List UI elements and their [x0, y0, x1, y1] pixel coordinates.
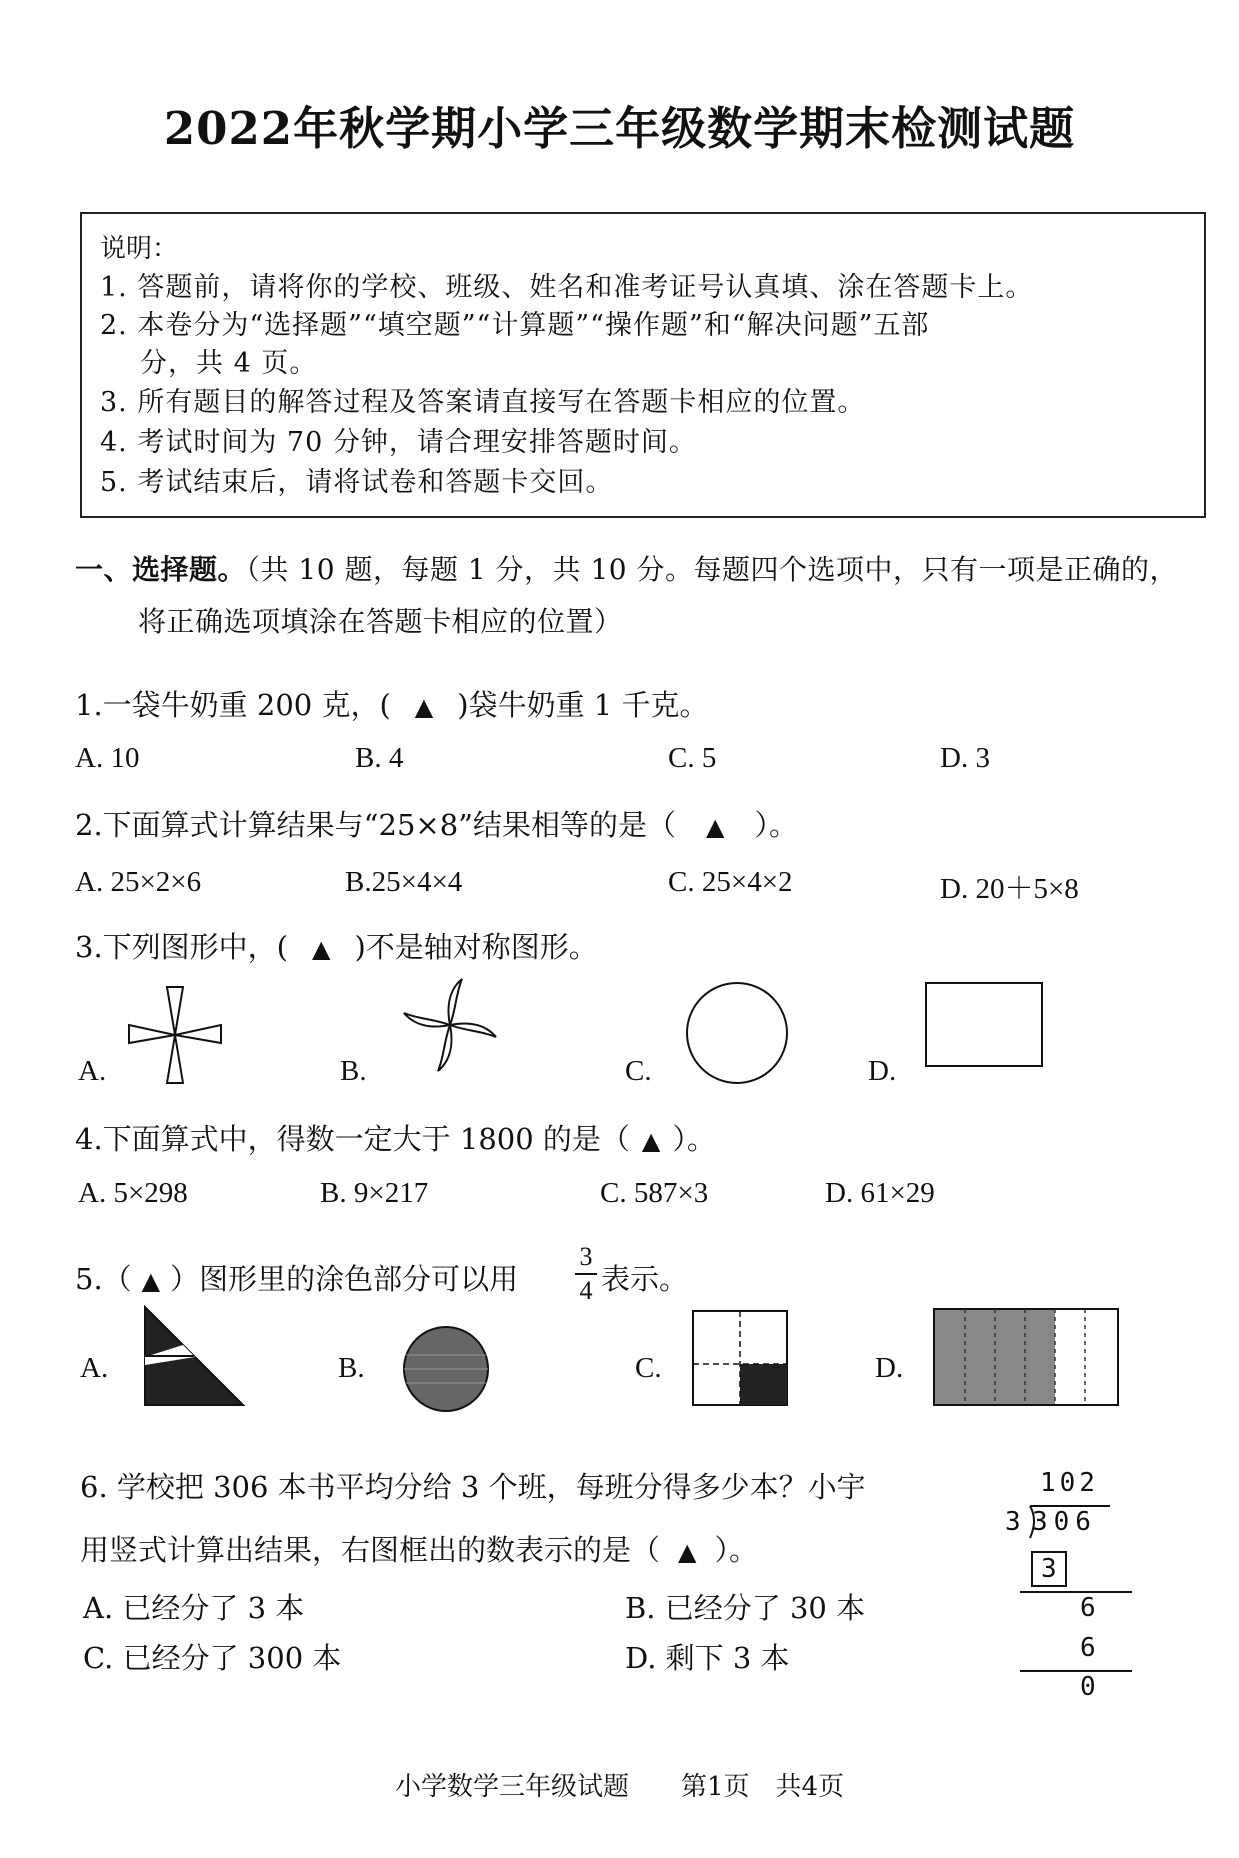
question-5-end: 表示。 — [601, 1262, 689, 1296]
page-footer: 小学数学三年级试题 第1页 共4页 — [394, 1772, 845, 1802]
q1-option-d: D. 3 — [940, 742, 990, 774]
instruction-item: 2. 本卷分为“选择题”“填空题”“计算题”“操作题”和“解决问题”五部 — [100, 310, 930, 341]
instruction-item: 分，共 4 页。 — [140, 348, 318, 379]
answer-blank: ▲ — [141, 1267, 161, 1295]
division-divisor: 3 — [1005, 1507, 1021, 1537]
instruction-item: 1. 答题前，请将你的学校、班级、姓名和准考证号认真填、涂在答题卡上。 — [100, 272, 1034, 303]
fraction — [575, 1242, 597, 1306]
square-shaded-figure — [692, 1310, 788, 1406]
division-remainder: 0 — [1080, 1672, 1096, 1702]
question-2: 2.下面算式计算结果与“25×8”结果相等的是（ ▲ ）。 — [75, 808, 798, 842]
answer-blank: ▲ — [678, 1538, 697, 1566]
instruction-item: 3. 所有题目的解答过程及答案请直接写在答题卡相应的位置。 — [100, 387, 866, 418]
division-step-3: 6 — [1080, 1633, 1096, 1663]
fraction-numerator: 3 — [579, 1242, 593, 1271]
q4-option-a: A. 5×298 — [78, 1177, 188, 1209]
answer-blank: ▲ — [641, 1127, 661, 1155]
question-5: 5.（ ▲ ）图形里的涂色部分可以用 — [75, 1262, 519, 1296]
q3-option-a: A. — [78, 1055, 107, 1087]
section-instructions: （共 10 题，每题 1 分，共 10 分。每题四个选项中，只有一项是正确的， — [246, 553, 1178, 586]
division-step-2: 6 — [1080, 1593, 1096, 1623]
q4-option-d: D. 61×29 — [825, 1177, 935, 1209]
q3-option-d: D. — [868, 1055, 897, 1087]
division-quotient: 102 — [1040, 1468, 1099, 1498]
circle-figure — [685, 981, 789, 1085]
q4-option-b: B. 9×217 — [320, 1177, 429, 1209]
answer-blank: ▲ — [311, 935, 331, 963]
question-6-line2: 用竖式计算出结果，右图框出的数表示的是（ ▲ ）。 — [80, 1533, 758, 1567]
pinwheel-figure — [125, 985, 225, 1085]
division-bracket — [1020, 1504, 1132, 1684]
q6-option-c: C. 已经分了 300 本 — [83, 1641, 342, 1675]
q5-option-c: C. — [635, 1352, 662, 1384]
triangle-shaded-figure — [143, 1305, 245, 1407]
instructions-heading: 说明： — [100, 234, 179, 264]
page-title: 2022年秋学期小学三年级数学期末检测试题 — [163, 102, 1076, 155]
q2-option-a: A. 25×2×6 — [75, 866, 202, 898]
instruction-item: 5. 考试结束后，请将试卷和答题卡交回。 — [100, 467, 614, 498]
q6-option-d: D. 剩下 3 本 — [625, 1641, 790, 1675]
q1-option-a: A. 10 — [75, 742, 140, 774]
question-3: 3.下列图形中，( ▲ )不是轴对称图形。 — [75, 930, 598, 964]
section-heading — [75, 548, 1178, 588]
swirl-figure — [400, 975, 500, 1075]
q4-option-c: C. 587×3 — [600, 1177, 709, 1209]
q6-option-a: A. 已经分了 3 本 — [83, 1591, 305, 1625]
q5-option-d: D. — [875, 1352, 904, 1384]
question-6: 6. 学校把 306 本书平均分给 3 个班，每班分得多少本？小宇 — [80, 1470, 866, 1504]
division-boxed-step: 3 — [1031, 1551, 1067, 1587]
answer-blank: ▲ — [414, 693, 434, 721]
question-1: 1.一袋牛奶重 200 克，( ▲ )袋牛奶重 1 千克。 — [75, 688, 709, 722]
q2-option-d: D. 20＋5×8 — [940, 873, 1079, 905]
q3-option-b: B. — [340, 1055, 367, 1087]
q2-option-c: C. 25×4×2 — [668, 866, 793, 898]
q6-option-b: B. 已经分了 30 本 — [625, 1591, 866, 1625]
answer-blank: ▲ — [705, 813, 725, 841]
q5-option-a: A. — [80, 1352, 109, 1384]
division-dividend: 306 — [1032, 1507, 1097, 1537]
instruction-item: 4. 考试时间为 70 分钟，请合理安排答题时间。 — [100, 427, 697, 458]
q3-option-c: C. — [625, 1055, 652, 1087]
rectangle-figure — [925, 982, 1043, 1067]
fraction-denominator: 4 — [579, 1276, 593, 1305]
q2-option-b: B.25×4×4 — [345, 866, 463, 898]
rectangle-shaded-figure — [933, 1308, 1119, 1406]
q5-option-b: B. — [338, 1352, 365, 1384]
section-instructions-2: 将正确选项填涂在答题卡相应的位置） — [138, 605, 623, 638]
question-4: 4.下面算式中，得数一定大于 1800 的是（ ▲ ）。 — [75, 1122, 716, 1156]
q1-option-c: C. 5 — [668, 742, 717, 774]
section-title: 一、选择题。 — [75, 553, 247, 586]
circle-shaded-figure — [402, 1325, 490, 1413]
q1-option-b: B. 4 — [355, 742, 404, 774]
